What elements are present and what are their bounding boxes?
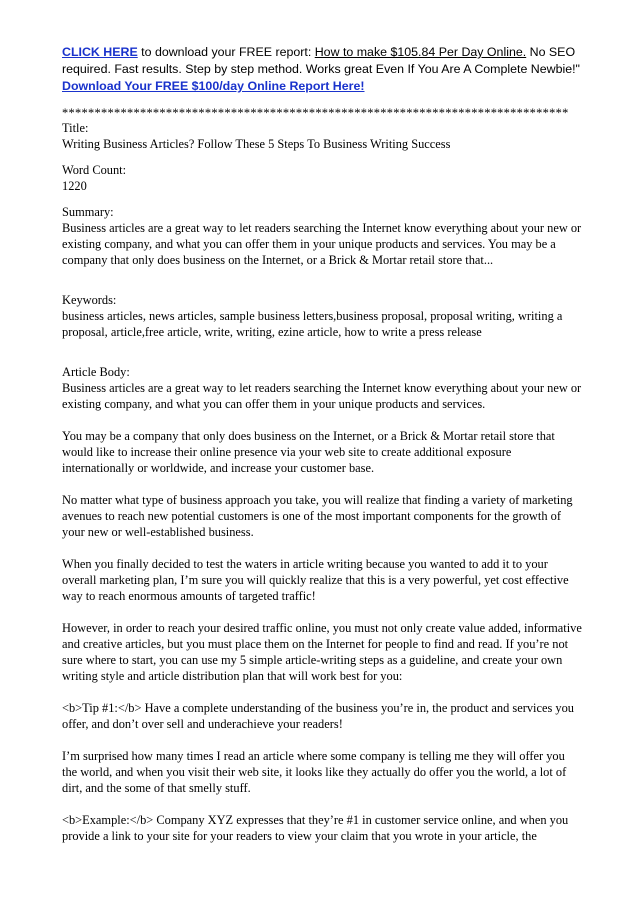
title-label: Title: bbox=[62, 121, 89, 135]
article-paragraph: No matter what type of business approach you take, you will realize that finding a variety of marketing avenues to reach new potential customers is one of the most important components for the growth of your new or well-established business. bbox=[62, 493, 573, 539]
word-count-label: Word Count: bbox=[62, 163, 127, 177]
download-report-link[interactable]: Download Your FREE $100/day Online Report Here! bbox=[62, 79, 365, 93]
click-here-link[interactable]: CLICK HERE bbox=[62, 45, 138, 59]
document-page bbox=[62, 44, 582, 844]
article-paragraph: When you finally decided to test the waters in article writing because you wanted to add it to your overall marketing plan, I’m sure you will quickly realize that this is a very powerful, yet cost effective way to reach enormous amounts of targeted traffic! bbox=[62, 557, 569, 603]
word-count-value: 1220 bbox=[62, 179, 87, 193]
article-body-label: Article Body: bbox=[62, 365, 130, 379]
article-paragraph: However, in order to reach your desired traffic online, you must not only create value added, informative and creative articles, but you must place them on the Internet for people to find and read. If you’re not sure where to start, you can use my 5 simple article-writing steps as a guideline, and create your own writing style and article distribution plan that will work best for you: bbox=[62, 621, 582, 683]
summary-label: Summary: bbox=[62, 205, 114, 219]
promo-text-1: to download your FREE report: bbox=[137, 45, 315, 59]
article-paragraph: <b>Tip #1:</b> Have a complete understanding of the business you’re in, the product and services you offer, and don’t over sell and underachieve your readers! bbox=[62, 701, 575, 731]
article-paragraph: I’m surprised how many times I read an article where some company is telling me they will offer you the world, and when you visit their web site, it looks like they actually do offer you the world, a lot of dirt, and the some of that smelly stuff. bbox=[62, 749, 567, 795]
promo-text-2: No SEO required. Fast results. Step by step method. Works great Even If You Are A Complete Newbie!" bbox=[62, 45, 580, 76]
article-paragraph: You may be a company that only does business on the Internet, or a Brick & Mortar retail store that would like to increase their online presence via your web site to create additional exposure internationally or worldwide, and increase your customer base. bbox=[62, 429, 555, 475]
summary-value: Business articles are a great way to let readers searching the Internet know everything about your new or existing company, and what you can offer them in your unique products and services. You may be a company that only does business on the Internet, or a Brick & Mortar retail store that... bbox=[62, 221, 582, 267]
separator-line: ****************************************************************************** bbox=[62, 106, 569, 120]
keywords-label: Keywords: bbox=[62, 293, 117, 307]
title-value: Writing Business Articles? Follow These 5 Steps To Business Writing Success bbox=[62, 137, 451, 151]
article-content bbox=[62, 120, 582, 844]
promo-banner bbox=[62, 44, 582, 95]
report-link[interactable]: How to make $105.84 Per Day Online. bbox=[314, 45, 527, 59]
article-paragraph: Business articles are a great way to let readers searching the Internet know everything about your new or existing company, and what you can offer them in your unique products and services. bbox=[62, 381, 582, 411]
article-paragraph: <b>Example:</b> Company XYZ expresses that they’re #1 in customer service online, and when you provide a link to your site for your readers to view your claim that you wrote in your article, the bbox=[62, 813, 569, 843]
keywords-value: business articles, news articles, sample business letters,business proposal, proposal writing, writing a proposal, article,free article, write, writing, ezine article, how to write a press release bbox=[62, 309, 563, 339]
